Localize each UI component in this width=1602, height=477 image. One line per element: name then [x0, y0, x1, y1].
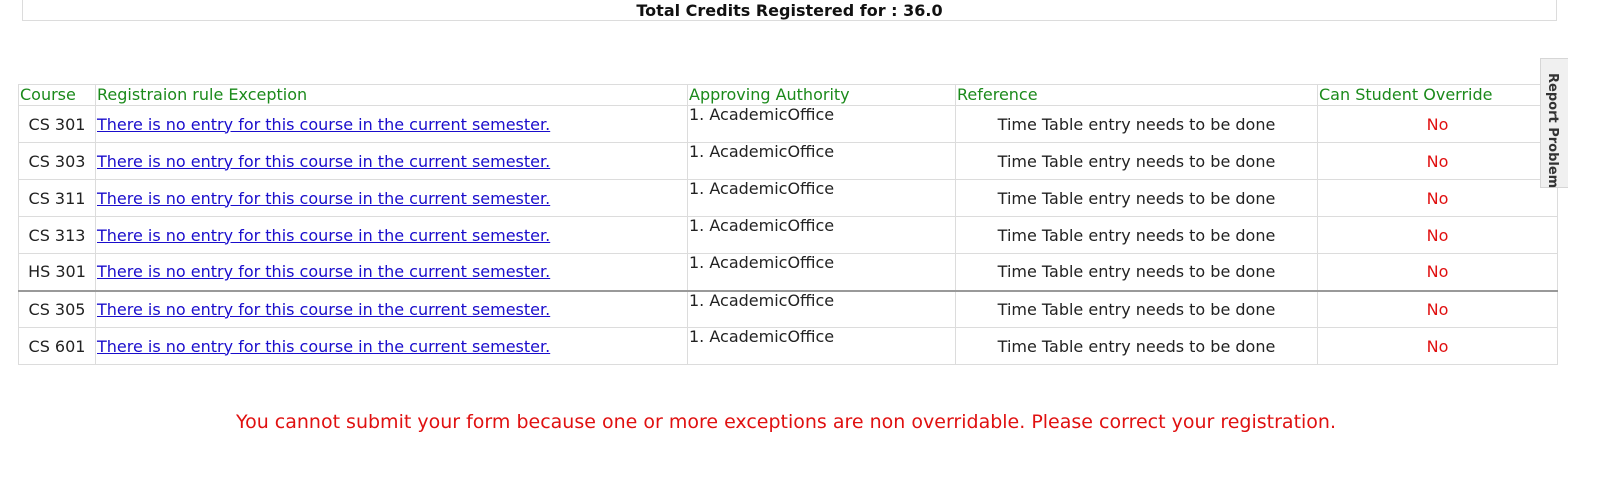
- course-code: CS 303: [19, 143, 96, 180]
- approving-authority: 1. AcademicOffice: [688, 291, 956, 328]
- course-code: CS 311: [19, 180, 96, 217]
- table-row: [19, 254, 1558, 291]
- header-approving-authority: Approving Authority: [688, 85, 956, 106]
- reference-text: Time Table entry needs to be done: [956, 217, 1318, 254]
- submission-error-message: You cannot submit your form because one or more exceptions are non overridable. Please correct your registration.: [235, 411, 1337, 433]
- table-row: [19, 143, 1558, 180]
- approving-authority: 1. AcademicOffice: [688, 328, 956, 365]
- reference-text: Time Table entry needs to be done: [956, 291, 1318, 328]
- rule-cell: [96, 291, 688, 328]
- rule-cell: [96, 180, 688, 217]
- override-status: No: [1318, 291, 1558, 328]
- table-row: [19, 328, 1558, 365]
- course-code: CS 601: [19, 328, 96, 365]
- table-row: [19, 180, 1558, 217]
- rule-exception-link[interactable]: There is no entry for this course in the current semester.: [97, 188, 551, 208]
- rule-cell: [96, 328, 688, 365]
- course-code: HS 301: [19, 254, 96, 291]
- header-course: Course: [19, 85, 96, 106]
- rule-cell: [96, 143, 688, 180]
- header-can-student-override: Can Student Override: [1318, 85, 1558, 106]
- rule-exception-link[interactable]: There is no entry for this course in the current semester.: [97, 336, 551, 356]
- course-code: CS 313: [19, 217, 96, 254]
- rule-exception-link[interactable]: There is no entry for this course in the current semester.: [97, 151, 551, 171]
- approving-authority: 1. AcademicOffice: [688, 106, 956, 143]
- override-status: No: [1318, 217, 1558, 254]
- table-header-row: [19, 85, 1558, 106]
- override-status: No: [1318, 143, 1558, 180]
- reference-text: Time Table entry needs to be done: [956, 106, 1318, 143]
- reference-text: Time Table entry needs to be done: [956, 328, 1318, 365]
- table-row: [19, 106, 1558, 143]
- rule-cell: [96, 254, 688, 291]
- table-row: [19, 217, 1558, 254]
- approving-authority: 1. AcademicOffice: [688, 217, 956, 254]
- approving-authority: 1. AcademicOffice: [688, 254, 956, 291]
- rule-exception-link[interactable]: There is no entry for this course in the current semester.: [97, 114, 551, 134]
- total-credits-label: Total Credits Registered for : 36.0: [636, 1, 943, 20]
- rule-cell: [96, 106, 688, 143]
- override-status: No: [1318, 254, 1558, 291]
- header-reference: Reference: [956, 85, 1318, 106]
- reference-text: Time Table entry needs to be done: [956, 143, 1318, 180]
- override-status: No: [1318, 180, 1558, 217]
- report-problem-tab[interactable]: [1540, 58, 1568, 188]
- rule-exception-link[interactable]: There is no entry for this course in the current semester.: [97, 262, 551, 282]
- exceptions-table: [18, 84, 1558, 365]
- override-status: No: [1318, 328, 1558, 365]
- table-row: [19, 291, 1558, 328]
- course-code: CS 305: [19, 291, 96, 328]
- header-rule-exception: Registraion rule Exception: [96, 85, 688, 106]
- reference-text: Time Table entry needs to be done: [956, 180, 1318, 217]
- rule-exception-link[interactable]: There is no entry for this course in the current semester.: [97, 225, 551, 245]
- approving-authority: 1. AcademicOffice: [688, 180, 956, 217]
- report-problem-label: Report Problem: [1545, 73, 1560, 189]
- course-code: CS 301: [19, 106, 96, 143]
- reference-text: Time Table entry needs to be done: [956, 254, 1318, 291]
- total-credits-banner: [22, 0, 1557, 21]
- rule-exception-link[interactable]: There is no entry for this course in the current semester.: [97, 299, 551, 319]
- rule-cell: [96, 217, 688, 254]
- approving-authority: 1. AcademicOffice: [688, 143, 956, 180]
- override-status: No: [1318, 106, 1558, 143]
